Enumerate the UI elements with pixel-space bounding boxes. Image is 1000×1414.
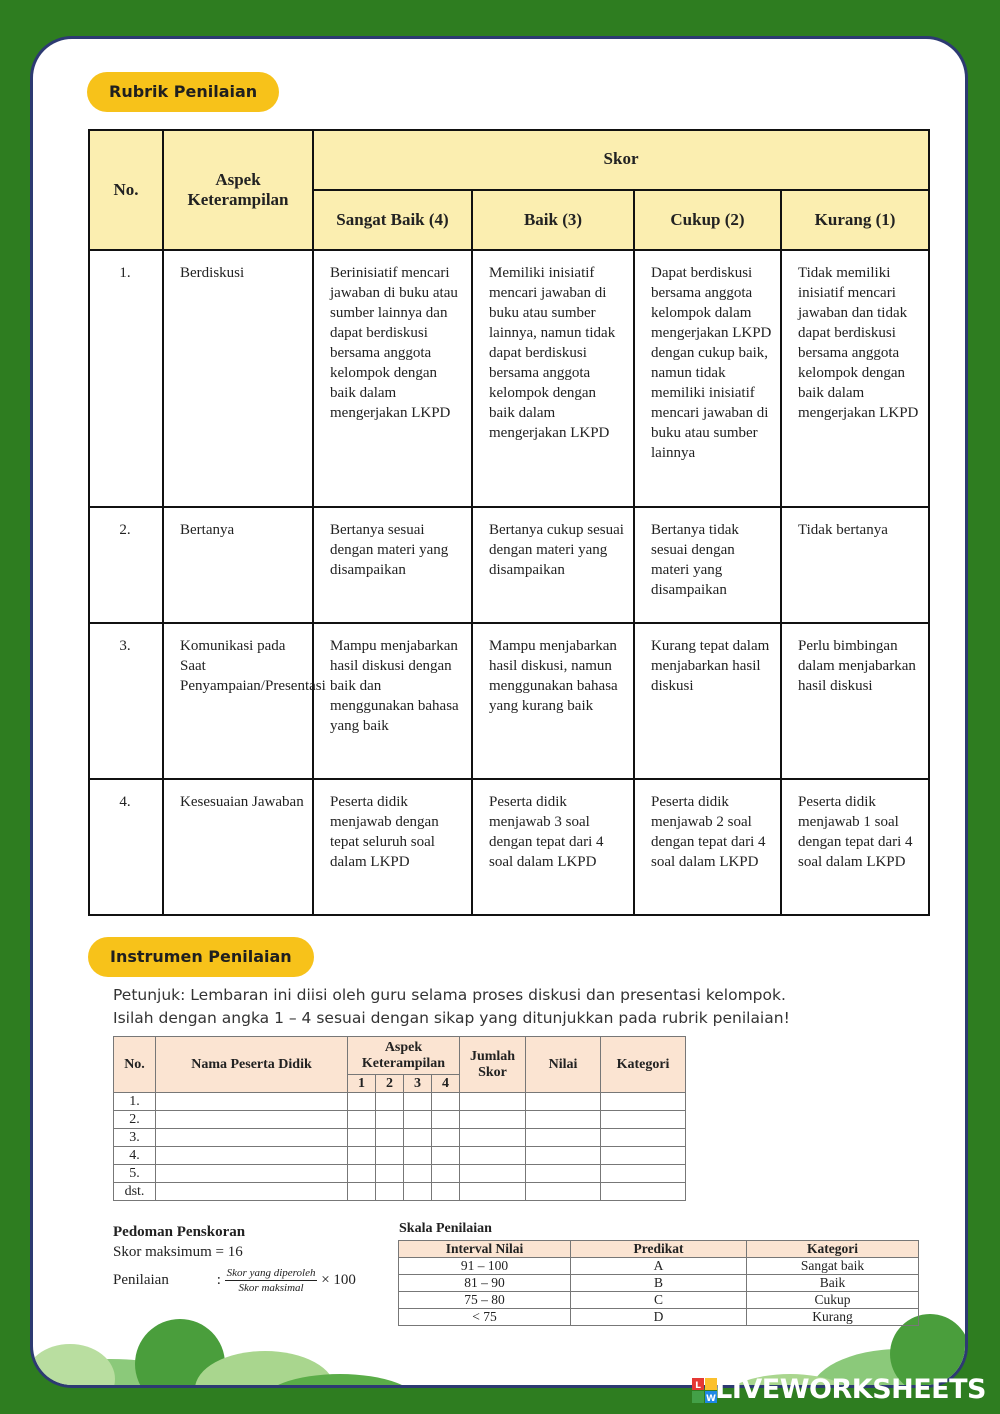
rubric-cell: Mampu menjabarkan hasil diskusi, namun menggunakan bahasa yang kurang baik xyxy=(472,623,634,779)
input-cell[interactable] xyxy=(460,1129,526,1147)
inst-header-nama: Nama Peserta Didik xyxy=(156,1037,348,1093)
input-cell[interactable] xyxy=(432,1129,460,1147)
table-row xyxy=(399,1275,919,1292)
inst-header-sub: 1 xyxy=(348,1075,376,1093)
formula-multiplier: × 100 xyxy=(321,1271,356,1288)
skala-cell: B xyxy=(571,1275,747,1292)
instrumen-table xyxy=(113,1036,686,1201)
skala-cell: A xyxy=(571,1258,747,1275)
table-row xyxy=(114,1183,686,1201)
petunjuk-line: Isilah dengan angka 1 – 4 sesuai dengan sikap yang ditunjukkan pada rubrik penilaian! xyxy=(113,1009,790,1027)
skala-table xyxy=(398,1240,919,1326)
rubric-cell-aspek: Kesesuaian Jawaban xyxy=(163,779,313,915)
skala-header: Predikat xyxy=(571,1241,747,1258)
rubric-header-level: Baik (3) xyxy=(472,190,634,250)
input-cell[interactable] xyxy=(156,1183,348,1201)
input-cell[interactable] xyxy=(348,1111,376,1129)
rubric-cell: Dapat berdiskusi bersama anggota kelompok dalam mengerjakan LKPD dengan cukup baik, namun tidak memiliki inisiatif mencari jawaban di buku atau sumber lainnya xyxy=(634,250,781,507)
input-cell[interactable] xyxy=(601,1093,686,1111)
input-cell[interactable] xyxy=(404,1093,432,1111)
rubric-cell: Bertanya sesuai dengan materi yang disampaikan xyxy=(313,507,472,623)
input-cell[interactable] xyxy=(432,1147,460,1165)
skala-cell: Kurang xyxy=(747,1309,919,1326)
skala-cell: 75 – 80 xyxy=(399,1292,571,1309)
input-cell[interactable] xyxy=(348,1165,376,1183)
input-cell[interactable] xyxy=(376,1183,404,1201)
inst-header-sub: 4 xyxy=(432,1075,460,1093)
formula-numerator: Skor yang diperoleh xyxy=(226,1267,316,1279)
petunjuk-line: Petunjuk: Lembaran ini diisi oleh guru selama proses diskusi dan presentasi kelompok. xyxy=(113,986,786,1004)
input-cell[interactable] xyxy=(460,1093,526,1111)
skala-cell: Cukup xyxy=(747,1292,919,1309)
skala-cell: C xyxy=(571,1292,747,1309)
input-cell[interactable] xyxy=(376,1093,404,1111)
input-cell[interactable] xyxy=(404,1165,432,1183)
rubric-cell: Memiliki inisiatif mencari jawaban di buku atau sumber lainnya, namun tidak dapat berdiskusi bersama anggota kelompok dengan baik dalam mengerjakan LKPD xyxy=(472,250,634,507)
inst-header-nilai: Nilai xyxy=(526,1037,601,1093)
input-cell[interactable] xyxy=(348,1147,376,1165)
input-cell[interactable] xyxy=(601,1129,686,1147)
logo-icon-letter: L xyxy=(695,1381,701,1391)
rubric-cell: Bertanya tidak sesuai dengan materi yang disampaikan xyxy=(634,507,781,623)
rubric-cell: Peserta didik menjawab 3 soal dengan tepat dari 4 soal dalam LKPD xyxy=(472,779,634,915)
rubric-header-skor: Skor xyxy=(313,130,929,190)
input-cell[interactable] xyxy=(526,1129,601,1147)
rubric-cell-aspek: Komunikasi pada Saat Penyampaian/Presentasi xyxy=(163,623,313,779)
input-cell[interactable] xyxy=(376,1165,404,1183)
table-row xyxy=(89,623,929,779)
rubric-cell: Peserta didik menjawab 1 soal dengan tepat dari 4 soal dalam LKPD xyxy=(781,779,929,915)
input-cell[interactable] xyxy=(156,1129,348,1147)
rubric-cell: Tidak memiliki inisiatif mencari jawaban dan tidak dapat berdiskusi bersama anggota kelompok dengan baik dalam mengerjakan LKPD xyxy=(781,250,929,507)
input-cell[interactable] xyxy=(156,1111,348,1129)
table-row xyxy=(399,1258,919,1275)
rubric-cell: Tidak bertanya xyxy=(781,507,929,623)
inst-row-no: 5. xyxy=(114,1165,156,1183)
liveworksheets-logo-icon xyxy=(692,1378,718,1404)
inst-row-no: 3. xyxy=(114,1129,156,1147)
pedoman-title: Pedoman Penskoran xyxy=(113,1224,246,1240)
input-cell[interactable] xyxy=(376,1111,404,1129)
rubric-cell-no: 3. xyxy=(89,623,163,779)
inst-header-sub: 2 xyxy=(376,1075,404,1093)
table-row xyxy=(89,779,929,915)
skala-header: Interval Nilai xyxy=(399,1241,571,1258)
table-row xyxy=(114,1111,686,1129)
rubric-header-aspek: Aspek Keterampilan xyxy=(163,130,313,250)
skala-cell: D xyxy=(571,1309,747,1326)
formula-label: Penilaian xyxy=(113,1271,169,1288)
table-row xyxy=(399,1309,919,1326)
input-cell[interactable] xyxy=(601,1165,686,1183)
input-cell[interactable] xyxy=(432,1093,460,1111)
rubric-cell: Berinisiatif mencari jawaban di buku atau sumber lainnya dan dapat berdiskusi bersama anggota kelompok dengan baik dalam mengerjakan LKPD xyxy=(313,250,472,507)
input-cell[interactable] xyxy=(526,1147,601,1165)
instrumen-title: Instrumen Penilaian xyxy=(88,937,314,977)
input-cell[interactable] xyxy=(526,1183,601,1201)
rubric-header-level: Cukup (2) xyxy=(634,190,781,250)
input-cell[interactable] xyxy=(376,1129,404,1147)
table-row xyxy=(89,250,929,507)
input-cell[interactable] xyxy=(526,1165,601,1183)
rubric-cell: Peserta didik menjawab 2 soal dengan tepat dari 4 soal dalam LKPD xyxy=(634,779,781,915)
rubric-header-level: Kurang (1) xyxy=(781,190,929,250)
input-cell[interactable] xyxy=(404,1183,432,1201)
table-row xyxy=(114,1129,686,1147)
table-row xyxy=(399,1292,919,1309)
input-cell[interactable] xyxy=(460,1147,526,1165)
input-cell[interactable] xyxy=(601,1147,686,1165)
input-cell[interactable] xyxy=(404,1147,432,1165)
inst-header-sub: 3 xyxy=(404,1075,432,1093)
inst-header-no: No. xyxy=(114,1037,156,1093)
input-cell[interactable] xyxy=(526,1111,601,1129)
table-row xyxy=(114,1165,686,1183)
rubric-cell: Kurang tepat dalam menjabarkan hasil diskusi xyxy=(634,623,781,779)
rubrik-title: Rubrik Penilaian xyxy=(87,72,279,112)
rubric-cell-aspek: Berdiskusi xyxy=(163,250,313,507)
petunjuk-text xyxy=(113,984,790,1030)
input-cell[interactable] xyxy=(526,1093,601,1111)
rubric-cell: Peserta didik menjawab dengan tepat seluruh soal dalam LKPD xyxy=(313,779,472,915)
input-cell[interactable] xyxy=(460,1165,526,1183)
rubric-header-level: Sangat Baik (4) xyxy=(313,190,472,250)
skala-cell: Sangat baik xyxy=(747,1258,919,1275)
rubric-cell: Perlu bimbingan dalam menjabarkan hasil diskusi xyxy=(781,623,929,779)
rubric-cell-no: 4. xyxy=(89,779,163,915)
inst-header-aspek: Aspek Keterampilan xyxy=(348,1037,460,1075)
inst-header-kategori: Kategori xyxy=(601,1037,686,1093)
input-cell[interactable] xyxy=(156,1165,348,1183)
inst-row-no: 4. xyxy=(114,1147,156,1165)
input-cell[interactable] xyxy=(404,1129,432,1147)
input-cell[interactable] xyxy=(601,1183,686,1201)
rubric-table xyxy=(88,129,930,916)
formula-fraction xyxy=(225,1266,318,1295)
formula xyxy=(113,1266,356,1295)
input-cell[interactable] xyxy=(348,1129,376,1147)
input-cell[interactable] xyxy=(156,1093,348,1111)
inst-header-jumlah: Jumlah Skor xyxy=(460,1037,526,1093)
formula-denominator: Skor maksimal xyxy=(238,1282,304,1294)
table-row xyxy=(114,1147,686,1165)
pedoman-penskoran xyxy=(113,1222,356,1295)
input-cell[interactable] xyxy=(376,1147,404,1165)
liveworksheets-logo[interactable]: LIVEWORKSHEETS xyxy=(715,1374,986,1405)
rubric-cell-no: 2. xyxy=(89,507,163,623)
logo-icon-letter: W xyxy=(706,1394,716,1404)
input-cell[interactable] xyxy=(348,1093,376,1111)
rubric-cell: Mampu menjabarkan hasil diskusi dengan baik dan menggunakan bahasa yang baik xyxy=(313,623,472,779)
skala-cell: Baik xyxy=(747,1275,919,1292)
skor-maksimum: Skor maksimum = 16 xyxy=(113,1244,243,1260)
formula-colon: : xyxy=(216,1271,221,1288)
rubric-cell-no: 1. xyxy=(89,250,163,507)
table-row xyxy=(89,507,929,623)
table-row xyxy=(114,1093,686,1111)
input-cell[interactable] xyxy=(601,1111,686,1129)
rubric-cell: Bertanya cukup sesuai dengan materi yang disampaikan xyxy=(472,507,634,623)
inst-row-no: 1. xyxy=(114,1093,156,1111)
input-cell[interactable] xyxy=(432,1111,460,1129)
input-cell[interactable] xyxy=(460,1111,526,1129)
skala-cell: < 75 xyxy=(399,1309,571,1326)
input-cell[interactable] xyxy=(404,1111,432,1129)
input-cell[interactable] xyxy=(348,1183,376,1201)
skala-cell: 91 – 100 xyxy=(399,1258,571,1275)
input-cell[interactable] xyxy=(432,1165,460,1183)
rubric-header-no: No. xyxy=(89,130,163,250)
inst-row-no: 2. xyxy=(114,1111,156,1129)
skala-header: Kategori xyxy=(747,1241,919,1258)
input-cell[interactable] xyxy=(156,1147,348,1165)
skala-cell: 81 – 90 xyxy=(399,1275,571,1292)
input-cell[interactable] xyxy=(432,1183,460,1201)
rubric-cell-aspek: Bertanya xyxy=(163,507,313,623)
skala-title: Skala Penilaian xyxy=(399,1221,492,1236)
inst-row-no: dst. xyxy=(114,1183,156,1201)
input-cell[interactable] xyxy=(460,1183,526,1201)
